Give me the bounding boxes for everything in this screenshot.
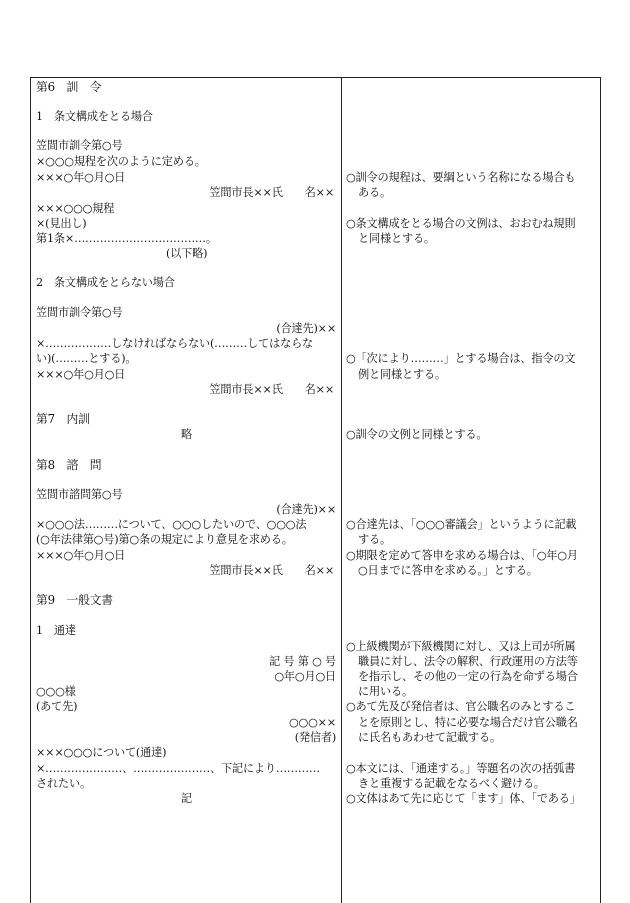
note-line: に用いる。 — [358, 685, 413, 698]
section-heading-naikun: 第7 内訓 — [36, 412, 90, 426]
frame-top-border — [30, 77, 600, 78]
text-line: い)(………とする)。 — [36, 352, 137, 365]
note-line: ○上級機関が下級機関に対し、又は上司が所属 — [346, 640, 576, 653]
date-line: ×××○年○月○日 — [36, 368, 126, 381]
signature-line: 笠間市長××氏 名×× — [209, 186, 334, 199]
text-line: 笠間市諮問第○号 — [36, 488, 123, 501]
signature-line: 笠間市長××氏 名×× — [209, 383, 334, 396]
date-line: ○年○月○日 — [274, 670, 336, 683]
note-line: ある。 — [358, 186, 391, 199]
text-line: (以下略) — [166, 247, 208, 260]
frame-right-border — [600, 77, 601, 903]
text-line: (発信者) — [294, 731, 336, 744]
note-line: ○文体はあて先に応じて「ます」体、「である」 — [346, 792, 581, 805]
note-line: ○条文構成をとる場合の文例は、おおむね規則 — [346, 217, 576, 230]
text-line: ×○○○法………について、○○○したいので、○○○法 — [36, 518, 307, 531]
column-divider — [341, 77, 342, 903]
note-line: ○本文には、「通達する。」等題名の次の括弧書 — [346, 762, 576, 775]
addressee: ○○○様 — [36, 685, 76, 698]
text-line: ×(見出し) — [36, 217, 87, 230]
note-line: ○期限を定めて答申を求める場合は、「○年○月 — [346, 549, 578, 562]
text-line: ×××○○○規程 — [36, 202, 115, 215]
text-line: (あて先) — [36, 700, 78, 713]
text-line: 笠間市訓令第○号 — [36, 139, 123, 152]
section-heading-shimon: 第8 諮 問 — [36, 458, 102, 472]
section-heading-kunrei: 第6 訓 令 — [36, 80, 102, 94]
recipient-line: (合達先)×× — [276, 322, 336, 335]
frame-left-border — [30, 77, 31, 903]
text-line: ×××○○○について(通達) — [36, 746, 167, 759]
note-line: ○日までに答申を求める。」とする。 — [358, 564, 538, 577]
note-line: に氏名もあわせて記載する。 — [358, 731, 501, 744]
text-line: ×………………しなければならない(………してはならな — [36, 337, 314, 350]
section-heading-ippan-bunsho: 第9 一般文書 — [36, 593, 113, 607]
date-line: ×××○年○月○日 — [36, 549, 126, 562]
text-line: ×○○○規程を次のように定める。 — [36, 155, 206, 168]
text-line: (○年法律第○号)第○条の規定により意見を求める。 — [36, 533, 293, 546]
note-line: ○訓令の文例と同様とする。 — [346, 428, 488, 441]
note-line: を指示し、その他の一定の行為を命ずる場合 — [358, 670, 578, 683]
note-line: ○「次により………」とする場合は、指令の文 — [346, 352, 576, 365]
text-line: 第1条×………………………………。 — [36, 232, 217, 245]
text-line: 記 — [181, 792, 192, 805]
text-line: 略 — [181, 428, 192, 441]
note-line: ○合達先は、「○○○審議会」というように記載 — [346, 518, 577, 531]
subheading-jobun: 1 条文構成をとる場合 — [36, 110, 153, 123]
subheading-no-jobun: 2 条文構成をとらない場合 — [36, 276, 175, 289]
note-line: ○訓令の規程は、要綱という名称になる場合も — [346, 171, 576, 184]
note-line: とを原則とし、特に必要な場合だけ官公職名 — [358, 716, 578, 729]
text-line: 笠間市訓令第○号 — [36, 306, 123, 319]
note-line: 例と同様とする。 — [358, 368, 446, 381]
note-line: と同様とする。 — [358, 232, 435, 245]
text-line: されたい。 — [36, 777, 91, 790]
sender: ○○○×× — [288, 716, 336, 729]
note-line: 職員に対し、法令の解釈、行政運用の方法等 — [358, 655, 578, 668]
document-number: 記 号 第 ○ 号 — [269, 655, 336, 668]
note-line: ○あて先及び発信者は、官公職名のみとするこ — [346, 700, 576, 713]
signature-line: 笠間市長××氏 名×× — [209, 564, 334, 577]
date-line: ×××○年○月○日 — [36, 171, 126, 184]
recipient-line: (合達先)×× — [276, 503, 336, 516]
note-line: きと重複する記載をなるべく避ける。 — [358, 777, 545, 790]
note-line: する。 — [358, 533, 391, 546]
text-line: ×…………………、…………………、下記により………… — [36, 762, 320, 775]
subheading-tsutatsu: 1 通達 — [36, 624, 76, 637]
